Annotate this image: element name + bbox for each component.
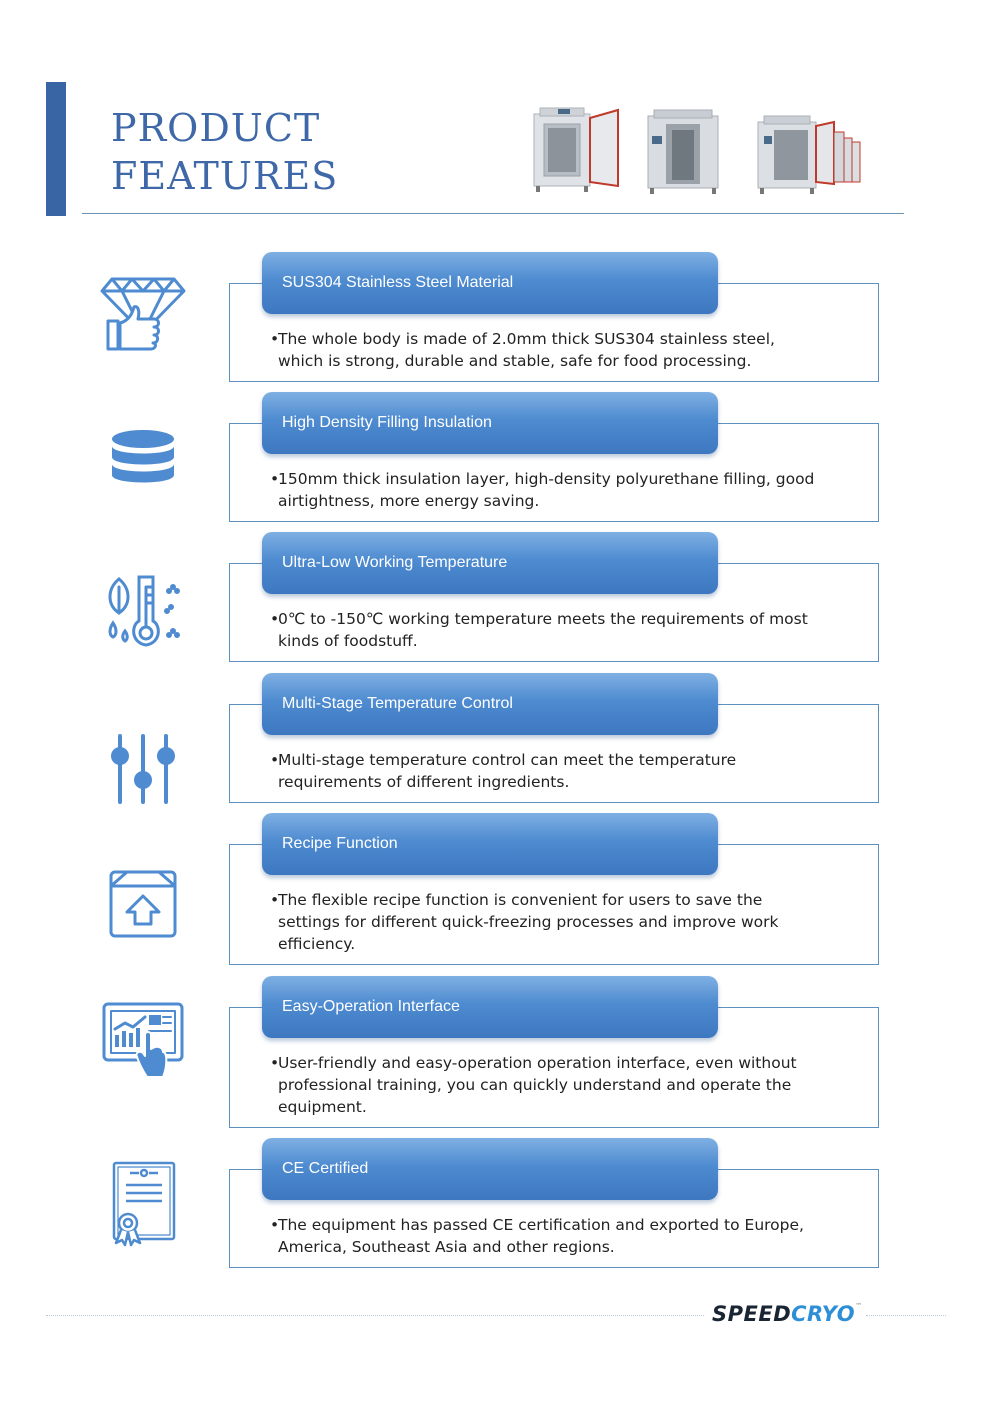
desc-line: which is strong, durable and stable, safe for food processing. <box>278 352 752 370</box>
desc-line: settings for different quick-freezing processes and improve work <box>278 913 779 931</box>
certificate-icon <box>100 1160 186 1248</box>
feature-description <box>270 1214 838 1258</box>
feature-title-tab: Ultra-Low Working Temperature <box>262 532 718 594</box>
feature-ce-certified <box>100 1138 890 1268</box>
bullet: • <box>270 891 280 909</box>
title-accent-bar <box>46 82 66 216</box>
desc-line: The flexible recipe function is convenient for users to save the <box>278 891 763 909</box>
feature-description <box>270 1052 838 1118</box>
title-line-2: FEATURES <box>111 154 339 198</box>
product-image-1 <box>522 96 624 204</box>
feature-title-tab: Multi-Stage Temperature Control <box>262 673 718 735</box>
desc-line: requirements of different ingredients. <box>278 773 570 791</box>
brand-part-2: CRYO <box>791 1302 856 1326</box>
bullet: • <box>270 1054 280 1072</box>
thermometer-icon <box>100 572 186 652</box>
desc-line: equipment. <box>278 1098 367 1116</box>
product-image-2 <box>634 96 732 204</box>
bullet: • <box>270 1216 280 1234</box>
desc-line: professional training, you can quickly understand and operate the <box>278 1076 792 1094</box>
desc-line: America, Southeast Asia and other regions. <box>278 1238 615 1256</box>
bullet: • <box>270 751 280 769</box>
feature-insulation <box>100 392 890 522</box>
sliders-icon <box>100 731 186 807</box>
feature-title-tab: SUS304 Stainless Steel Material <box>262 252 718 314</box>
title-line-1: PRODUCT <box>111 106 321 150</box>
feature-description <box>270 889 838 955</box>
header-divider <box>82 213 904 214</box>
desc-line: 0℃ to -150℃ working temperature meets the requirements of most <box>278 610 808 628</box>
feature-low-temperature <box>100 532 890 662</box>
feature-interface <box>100 976 890 1128</box>
feature-title-tab: High Density Filling Insulation <box>262 392 718 454</box>
feature-stainless-steel <box>100 252 890 382</box>
feature-recipe <box>100 813 890 965</box>
product-image-3 <box>748 96 868 204</box>
desc-line: User-friendly and easy-operation operation interface, even without <box>278 1054 797 1072</box>
footer-divider-left <box>46 1315 704 1316</box>
page-title <box>111 104 338 200</box>
feature-temperature-control <box>100 673 890 803</box>
feature-title-tab: Easy-Operation Interface <box>262 976 718 1038</box>
box-upload-icon <box>100 867 186 941</box>
diamond-thumbs-up-icon <box>100 276 186 354</box>
feature-title-tab: CE Certified <box>262 1138 718 1200</box>
trademark-symbol: ™ <box>855 1302 863 1310</box>
desc-line: kinds of foodstuff. <box>278 632 418 650</box>
bullet: • <box>270 610 280 628</box>
desc-line: 150mm thick insulation layer, high-density polyurethane filling, good <box>278 470 815 488</box>
bullet: • <box>270 470 280 488</box>
desc-line: The equipment has passed CE certification and exported to Europe, <box>278 1216 804 1234</box>
feature-description <box>270 328 838 372</box>
database-layers-icon <box>100 428 186 490</box>
feature-description <box>270 608 838 652</box>
desc-line: airtightness, more energy saving. <box>278 492 540 510</box>
brand-logo <box>712 1302 863 1326</box>
desc-line: Multi-stage temperature control can meet the temperature <box>278 751 737 769</box>
brand-part-1: SPEED <box>712 1302 792 1326</box>
tablet-touch-icon <box>100 1000 186 1084</box>
footer-divider-right <box>866 1315 946 1316</box>
bullet: • <box>270 330 280 348</box>
feature-description <box>270 468 838 512</box>
feature-description <box>270 749 838 793</box>
desc-line: The whole body is made of 2.0mm thick SUS304 stainless steel, <box>278 330 775 348</box>
desc-line: efficiency. <box>278 935 356 953</box>
feature-title-tab: Recipe Function <box>262 813 718 875</box>
